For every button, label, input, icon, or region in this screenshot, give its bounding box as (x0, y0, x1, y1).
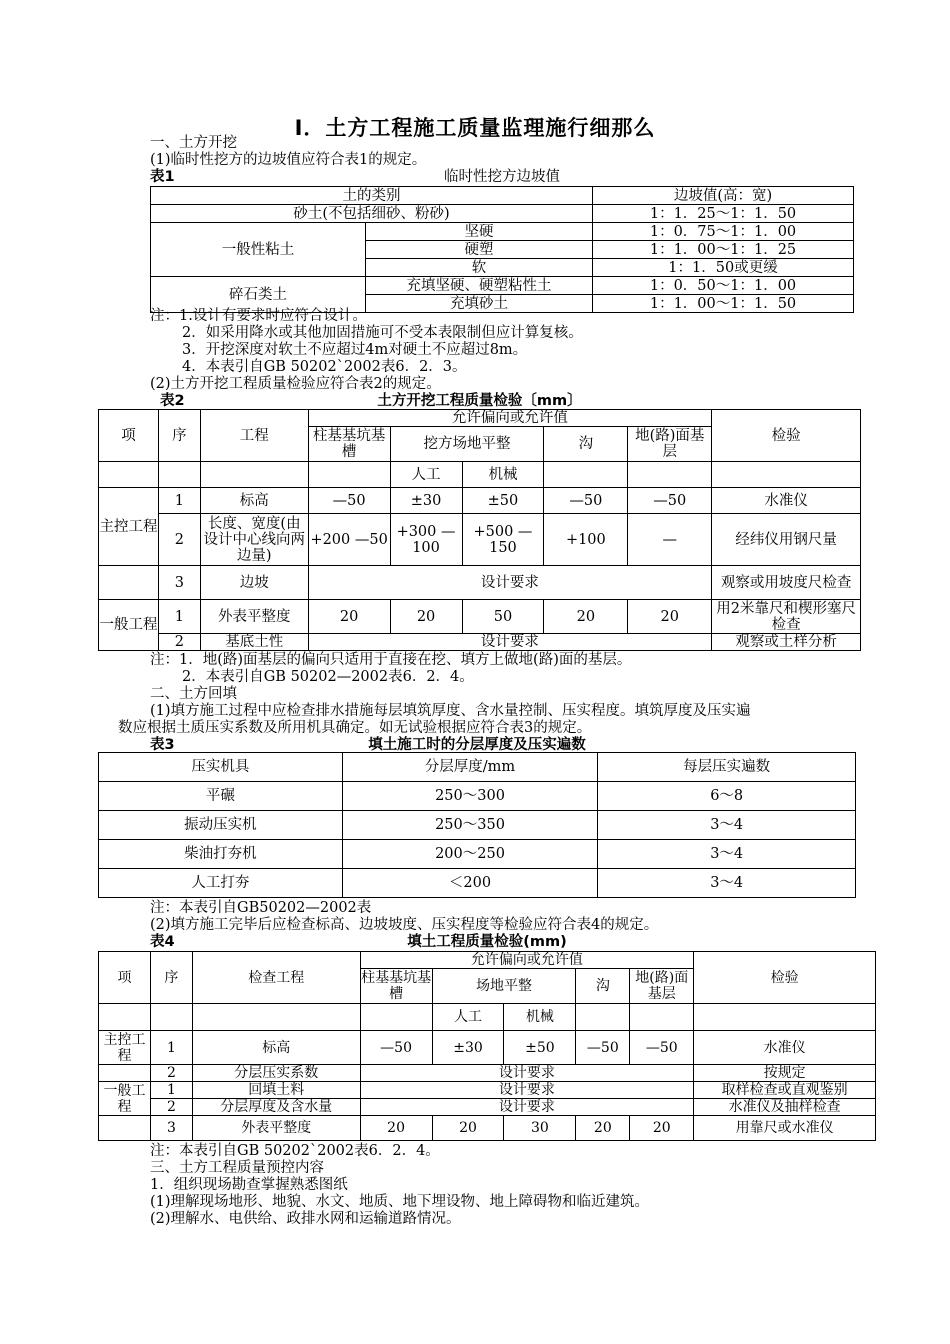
table-cell: —50 (576, 1031, 630, 1065)
table-header: 沟 (576, 969, 630, 1004)
table-header: 分层厚度/mm (342, 753, 598, 782)
table3 (98, 752, 856, 898)
table-cell: 250～350 (342, 811, 598, 840)
list-item: (1)理解现场地形、地貌、水文、地质、地下埋设物、地上障碍物和临近建筑。 (150, 1194, 650, 1210)
table-cell: 坚硬 (366, 223, 593, 241)
table-cell (99, 462, 159, 488)
table3-label: 表3 (150, 737, 175, 753)
table-cell: 按规定 (694, 1065, 876, 1082)
table-cell: 3～4 (598, 840, 856, 869)
table3-caption: 填土施工时的分层厚度及压实遍数 (368, 737, 586, 753)
table-cell: 软 (366, 259, 593, 277)
section-heading-3: 三、土方工程质量预控内容 (150, 1160, 324, 1176)
table-header: 检验 (712, 410, 861, 462)
table-cell: 观察或土样分析 (712, 634, 861, 651)
table-cell: 20 (628, 600, 712, 634)
table-cell (192, 1004, 360, 1031)
table-header: 序 (150, 952, 192, 1004)
table1-caption: 临时性挖方边坡值 (444, 169, 560, 185)
table-cell: 分层压实系数 (192, 1065, 360, 1082)
table-cell: 6～8 (598, 782, 856, 811)
table-header: 地(路)面基层 (628, 427, 712, 462)
table-cell: 2 (158, 634, 200, 651)
table-cell: +200 —50 (308, 514, 390, 566)
table-cell (694, 1004, 876, 1031)
table-cell: 1：0．50～1：1．00 (593, 277, 854, 295)
table-cell: 3～4 (598, 811, 856, 840)
table-cell: 20 (308, 600, 390, 634)
table-header: 压实机具 (99, 753, 343, 782)
page-title: I．土方工程施工质量监理施行细那么 (294, 116, 656, 140)
table-header: 机械 (504, 1004, 576, 1031)
table-cell: 设计要求 (308, 634, 712, 651)
table-header: 序 (158, 410, 200, 462)
table1-label: 表1 (150, 169, 175, 185)
table-cell: 标高 (192, 1031, 360, 1065)
paragraph: 数应根据土质压实系数及所用机具确定。如无试验根据应符合表3的规定。 (118, 720, 592, 736)
table-cell: 3 (150, 1116, 192, 1141)
table-cell (200, 462, 308, 488)
table-header: 土的类别 (151, 187, 593, 205)
table-cell (360, 1004, 432, 1031)
table-cell: 1：1．00～1：1．50 (593, 295, 854, 313)
table-cell: 20 (432, 1116, 504, 1141)
table-header: 检查工程 (192, 952, 360, 1004)
table-cell: 200～250 (342, 840, 598, 869)
table-cell: 1：1．25～1：1．50 (593, 205, 854, 223)
table-cell: 外表平整度 (200, 600, 308, 634)
note: 2．本表引自GB 50202—2002表6．2．4。 (182, 669, 474, 685)
table-cell (712, 462, 861, 488)
table-cell (99, 1004, 151, 1031)
table-cell: 用2米靠尺和楔形塞尺检查 (712, 600, 861, 634)
table-header: 允许偏向或允许值 (308, 410, 712, 427)
table-cell: ±50 (462, 488, 544, 514)
table-cell: 观察或用坡度尺检查 (712, 566, 861, 600)
table-cell: 外表平整度 (192, 1116, 360, 1141)
note: 3．开挖深度对软土不应超过4m对硬土不应超过8m。 (182, 342, 528, 358)
section-heading-2: 二、土方回填 (150, 686, 237, 702)
table-cell: 1 (158, 488, 200, 514)
table-cell: 250～300 (342, 782, 598, 811)
table-cell (99, 1065, 151, 1082)
group-label: 主控工程 (99, 1031, 151, 1065)
table-header: 沟 (544, 427, 628, 462)
table-header: 柱基基坑基槽 (308, 427, 390, 462)
table-cell: —50 (360, 1031, 432, 1065)
table-header: 每层压实遍数 (598, 753, 856, 782)
table-cell: 水准仪及抽样检查 (694, 1099, 876, 1116)
table-cell: 取样检查或直观鉴别 (694, 1082, 876, 1099)
table-cell: ＜200 (342, 869, 598, 898)
table-cell: 分层厚度及含水量 (192, 1099, 360, 1116)
table-header: 项 (99, 410, 159, 462)
table-cell: 碎石类土 (151, 277, 366, 313)
table-cell: 3～4 (598, 869, 856, 898)
table-cell (308, 462, 390, 488)
table-cell: 20 (544, 600, 628, 634)
table-cell: 2 (158, 514, 200, 566)
table-cell: 设计要求 (360, 1065, 694, 1082)
table-header: 项 (99, 952, 151, 1004)
table-cell: 基底土性 (200, 634, 308, 651)
table-cell: 1：1．50或更缓 (593, 259, 854, 277)
table-cell: 1 (158, 600, 200, 634)
table-header: 边坡值(高：宽) (593, 187, 854, 205)
table-cell: 回填土料 (192, 1082, 360, 1099)
table4-caption: 填土工程质量检验(mm) (407, 934, 567, 950)
table4-label: 表4 (150, 934, 175, 950)
table-cell (150, 1004, 192, 1031)
table-cell: — (628, 514, 712, 566)
table-cell (630, 1004, 694, 1031)
table-cell: —50 (630, 1031, 694, 1065)
note: 注：本表引自GB50202—2002表 (150, 900, 372, 916)
table-cell: 20 (576, 1116, 630, 1141)
note: 注：本表引自GB 50202`2002表6．2．4。 (150, 1143, 440, 1159)
note: 2．如采用降水或其他加固措施可不受本表限制但应计算复核。 (182, 325, 583, 341)
table-cell: 水准仪 (694, 1031, 876, 1065)
table-cell: 30 (504, 1116, 576, 1141)
paragraph: (2)填方施工完毕后应检查标高、边坡坡度、压实程度等检验应符合表4的规定。 (150, 917, 659, 933)
table-cell: 20 (360, 1116, 432, 1141)
paragraph: (1)填方施工过程中应检查排水措施每层填筑厚度、含水量控制、压实程度。填筑厚度及压实遍 (150, 703, 751, 719)
table-header: 工程 (200, 410, 308, 462)
table-cell (158, 462, 200, 488)
table-cell: 1 (150, 1082, 192, 1099)
table4 (98, 951, 876, 1141)
table-cell: 设计要求 (360, 1099, 694, 1116)
table-cell (628, 462, 712, 488)
table-cell: 经纬仪用钢尺量 (712, 514, 861, 566)
table2-label: 表2 (160, 393, 185, 409)
table-cell: ±30 (390, 488, 462, 514)
table-cell: 长度、宽度(由设计中心线向两边量) (200, 514, 308, 566)
group-label: 一般工程 (99, 600, 159, 651)
table-cell: +100 (544, 514, 628, 566)
table-cell: 人工打夯 (99, 869, 343, 898)
table-cell (576, 1004, 630, 1031)
table-cell (99, 1116, 151, 1141)
table-cell: 一般性粘土 (151, 223, 366, 277)
table-cell: 3 (158, 566, 200, 600)
table-cell: 1 (150, 1031, 192, 1065)
paragraph: (1)临时性挖方的边坡值应符合表1的规定。 (150, 152, 427, 168)
table-cell: 20 (390, 600, 462, 634)
table-cell: 1：1．00～1：1．25 (593, 241, 854, 259)
table-header: 允许偏向或允许值 (360, 952, 694, 969)
table-cell: 平碾 (99, 782, 343, 811)
table-header: 人工 (390, 462, 462, 488)
table-cell: 20 (630, 1116, 694, 1141)
table-cell: 硬塑 (366, 241, 593, 259)
note: 注：1.设计有要求时应符合设计。 (150, 308, 367, 324)
table-cell: 用靠尺或水准仪 (694, 1116, 876, 1141)
table2-caption: 土方开挖工程质量检验〔mm〕 (377, 393, 582, 409)
table-cell: 50 (462, 600, 544, 634)
note: 注：1．地(路)面基层的偏向只适用于直接在挖、填方上做地(路)面的基层。 (150, 652, 632, 668)
table-cell: 设计要求 (360, 1082, 694, 1099)
table1 (150, 186, 854, 313)
table-cell: 设计要求 (308, 566, 712, 600)
table-cell: 2 (150, 1099, 192, 1116)
list-item: (2)理解水、电供给、政排水网和运输道路情况。 (150, 1211, 461, 1227)
table-cell: 2 (150, 1065, 192, 1082)
table-cell: +300 —100 (390, 514, 462, 566)
list-item: 1．组织现场勘查掌握熟悉图纸 (150, 1177, 348, 1193)
table-header: 人工 (432, 1004, 504, 1031)
table-cell: 充填坚硬、硬塑粘性土 (366, 277, 593, 295)
table-cell: 砂土(不包括细砂、粉砂) (151, 205, 593, 223)
table-header: 柱基基坑基槽 (361, 970, 432, 1002)
group-label: 一般工程 (99, 1082, 151, 1116)
table-cell: —50 (308, 488, 390, 514)
table-header: 场地平整 (432, 969, 576, 1004)
table-cell: +500 —150 (462, 514, 544, 566)
table-header: 检验 (694, 952, 876, 1004)
table-cell: —50 (628, 488, 712, 514)
group-label: 主控工程 (99, 488, 159, 566)
table-cell: 标高 (200, 488, 308, 514)
table-cell: 充填砂土 (366, 295, 593, 313)
table-cell (544, 462, 628, 488)
paragraph: (2)土方开挖工程质量检验应符合表2的规定。 (150, 376, 441, 392)
section-heading-1: 一、土方开挖 (150, 135, 237, 151)
note: 4．本表引自GB 50202`2002表6．2．3。 (182, 359, 467, 375)
table-cell: 边坡 (200, 566, 308, 600)
table-header: 地(路)面基层 (630, 969, 694, 1004)
table-cell: ±30 (432, 1031, 504, 1065)
table-cell: 柴油打夯机 (99, 840, 343, 869)
table-cell: 振动压实机 (99, 811, 343, 840)
table2 (98, 409, 861, 651)
table-cell: 水准仪 (712, 488, 861, 514)
table-cell: ±50 (504, 1031, 576, 1065)
table-cell (99, 566, 159, 600)
table-cell: 1：0．75～1：1．00 (593, 223, 854, 241)
table-header: 机械 (462, 462, 544, 488)
table-cell: —50 (544, 488, 628, 514)
table-header: 挖方场地平整 (390, 427, 544, 462)
